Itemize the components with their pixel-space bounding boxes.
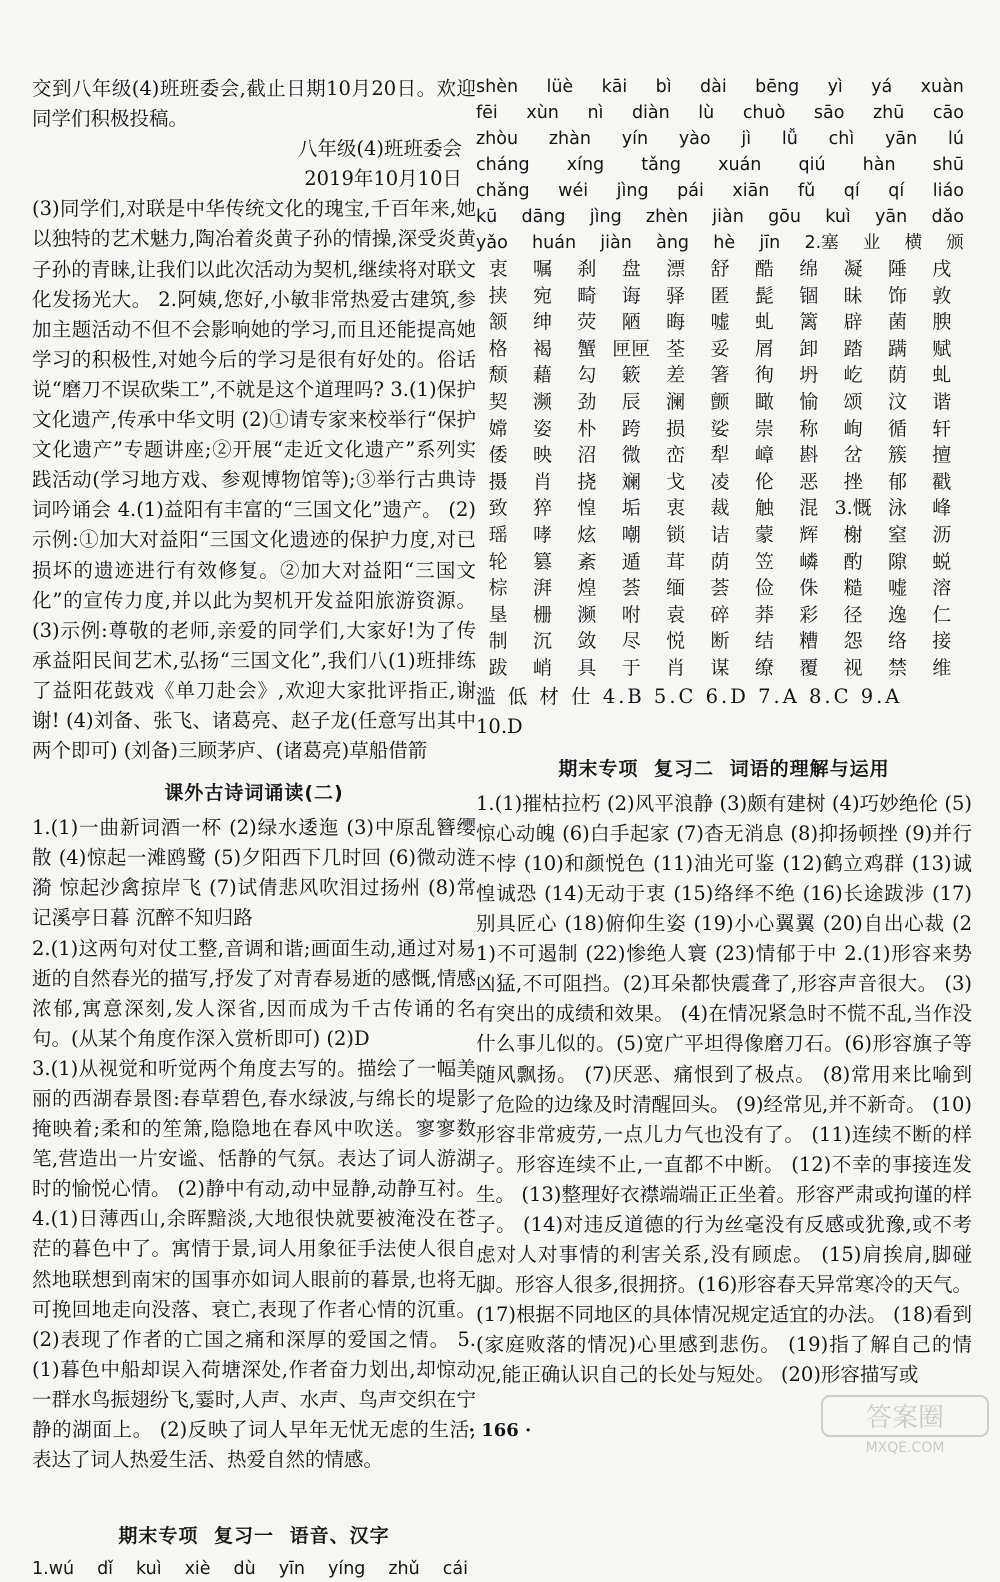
answer-character: 裁 <box>710 497 730 520</box>
answer-character: 映 <box>533 444 553 467</box>
pinyin: yān <box>885 129 918 149</box>
pinyin: 1.wú <box>32 1559 75 1580</box>
answer-character: 舒 <box>710 258 730 280</box>
answer-character: 凝 <box>843 258 863 280</box>
answer-character: 虬 <box>932 364 952 387</box>
pinyin: zhū <box>872 103 905 123</box>
answer-character: 锁 <box>666 523 686 546</box>
pinyin: dǎo <box>931 207 964 227</box>
answer-character: 蜕 <box>932 550 952 573</box>
answer-character: 妥 <box>710 337 730 360</box>
answer-character: 荟 <box>710 577 730 600</box>
answer-character: 恶 <box>799 470 819 493</box>
answer-character: 瑶 <box>488 523 508 546</box>
pinyin: jìng <box>589 207 622 227</box>
notice-signature-org: 八年级(4)班班委会 <box>297 137 462 161</box>
pinyin: gōu <box>768 207 801 227</box>
answer-character: 窒 <box>887 523 907 546</box>
answer-character: 摄 <box>488 470 508 493</box>
answer-character: 轩 <box>932 417 952 440</box>
answer-character: 敛 <box>577 630 597 653</box>
answer-character: 蒙 <box>754 523 774 546</box>
answer-character: 接 <box>932 630 952 653</box>
pinyin: àng <box>656 233 690 253</box>
pinyin: chì <box>828 129 855 149</box>
pinyin-line-start <box>32 1556 476 1582</box>
pinyin: wéi <box>558 181 589 201</box>
answer-character: 荟 <box>621 577 641 600</box>
answer-character: 崇 <box>754 417 774 440</box>
answer-character: 卸 <box>799 337 819 360</box>
pinyin: kū <box>476 207 498 227</box>
pinyin: qí <box>843 181 860 201</box>
answer-character: 谐 <box>932 390 952 413</box>
pinyin: xuàn <box>920 77 964 97</box>
answer-character: 跨 <box>621 417 641 440</box>
answer-character: 赋 <box>932 337 952 360</box>
answer-character: 峋 <box>843 417 863 440</box>
pinyin-line <box>476 100 972 126</box>
section-heading-review-one: 期末专项 复习一 语音、汉字 <box>118 1525 390 1548</box>
answer-character: 尽 <box>621 630 641 653</box>
answer-character: 濒 <box>577 603 597 626</box>
answer-character: 姿 <box>533 417 553 440</box>
answer-character: 嘲 <box>621 523 641 546</box>
pinyin-line <box>476 74 972 100</box>
answer-character: 垢 <box>621 497 641 520</box>
answer-character: 挠 <box>577 470 597 493</box>
pinyin: dāng <box>521 207 566 227</box>
answer-character: 茸 <box>666 550 686 573</box>
answer-character: 屑 <box>754 337 774 360</box>
pinyin-line <box>476 126 972 152</box>
pinyin: jìng <box>616 181 649 201</box>
poem-answers-2: 2.(1)这两句对仗工整,音调和谐;画面生动,通过对易逝的自然春光的描写,抒发了对青春易逝的感慨,情感浓郁,寓意深刻,发人深省,因而成为千古传诵的名句。(从某个角度作深入赏析即可) (2)D <box>32 936 476 1050</box>
answer-character: 循 <box>887 417 907 440</box>
answer-character: 辰 <box>621 390 641 413</box>
answer-character: 陲 <box>887 258 907 280</box>
pinyin: kuì <box>136 1559 162 1580</box>
answer-character: 炫 <box>577 523 597 546</box>
answer-character: 畸 <box>577 284 597 307</box>
pinyin-line <box>476 178 972 204</box>
answer-character: 肖 <box>666 656 686 679</box>
pinyin: chǎng <box>476 181 530 201</box>
answer-character: 契 <box>488 390 508 413</box>
answer-character: 诘 <box>710 523 730 546</box>
pinyin: dǐ <box>97 1559 114 1580</box>
answer-character: 褐 <box>533 337 553 360</box>
pinyin: yín <box>621 129 649 149</box>
answer-character: 徇 <box>754 364 774 387</box>
answer-character: 损 <box>666 417 686 440</box>
answer-character: 嘘 <box>887 577 907 600</box>
answer-character: 糟 <box>799 630 819 653</box>
pinyin: 横 <box>904 233 923 253</box>
answer-character: 具 <box>577 656 597 679</box>
pinyin: fǔ <box>797 181 816 201</box>
answer-character: 嘱 <box>533 258 553 280</box>
pinyin: 颁 <box>946 233 964 253</box>
answer-character: 汶 <box>887 390 907 413</box>
pinyin: yì <box>827 77 843 97</box>
answer-character: 荫 <box>710 550 730 573</box>
answer-character: 峰 <box>932 497 952 520</box>
answer-character: 篡 <box>533 550 553 573</box>
pinyin: fēi <box>476 103 498 123</box>
answer-character: 碎 <box>710 603 730 626</box>
answer-character: 漂 <box>666 258 686 280</box>
pinyin: xuán <box>718 155 762 175</box>
answer-character: 栅 <box>533 603 553 626</box>
answer-character: 菌 <box>887 311 907 334</box>
answer-character: 袁 <box>666 603 686 626</box>
answer-character: 戈 <box>666 470 686 493</box>
answer-character: 朴 <box>577 417 597 440</box>
pinyin: qiú <box>798 155 826 175</box>
pinyin-line <box>476 152 972 178</box>
answer-character: 蹒 <box>887 337 907 360</box>
pinyin: zhàn <box>548 129 591 149</box>
answer-character: 致 <box>488 497 508 520</box>
answer-character: 踏 <box>843 337 863 360</box>
answer-character: 荃 <box>666 337 686 360</box>
answer-character: 触 <box>754 497 774 520</box>
answer-character: 侏 <box>799 577 819 600</box>
answer-character: 荧 <box>577 311 597 334</box>
answer-character: 制 <box>488 630 508 653</box>
pinyin: nì <box>587 103 604 123</box>
answer-character: 挟 <box>488 284 508 307</box>
answer-character: 覆 <box>799 656 819 679</box>
pinyin: hàn <box>862 155 896 175</box>
answer-character: 混 <box>799 497 819 520</box>
answer-character: 盘 <box>621 258 641 280</box>
answer-character: 糙 <box>843 577 863 600</box>
answer-character: 径 <box>843 603 863 626</box>
pinyin: cāo <box>932 103 964 123</box>
left-column <box>32 74 476 1582</box>
answer-character: 谋 <box>710 656 730 679</box>
answer-character: 斓 <box>621 470 641 493</box>
answer-character: 惶 <box>577 497 597 520</box>
answer-character: 缭 <box>754 656 774 679</box>
answer-character: 郁 <box>887 470 907 493</box>
answer-character: 蟹 <box>577 337 597 360</box>
answer-character: 嫦 <box>488 417 508 440</box>
answer-character: 衷 <box>666 497 686 520</box>
pinyin: tǎng <box>641 155 682 175</box>
pinyin: yào <box>678 129 711 149</box>
pinyin: jīn <box>759 233 781 253</box>
answer-character: 莽 <box>754 603 774 626</box>
section-heading-review-two: 期末专项 复习二 词语的理解与运用 <box>558 757 890 780</box>
answer-character: 饰 <box>887 284 907 307</box>
answer-character: 匿 <box>710 284 730 307</box>
answer-character: 刹 <box>577 258 597 280</box>
notice-end-text: 交到八年级(4)班班委会,截止日期10月20日。欢迎同学们积极投稿。 <box>32 77 476 131</box>
answer-character: 屹 <box>843 364 863 387</box>
pinyin: liáo <box>932 181 964 201</box>
answer-character: 匣匣 <box>612 337 651 360</box>
pinyin: cháng <box>476 155 530 175</box>
answer-character: 酌 <box>843 550 863 573</box>
answer-character: 伦 <box>754 470 774 493</box>
choice-answer-last: 10.D <box>476 714 523 738</box>
answer-character: 俭 <box>754 577 774 600</box>
pinyin: jiàn <box>712 207 744 227</box>
word-meaning-answers: 1.(1)摧枯拉朽 (2)风平浪静 (3)颇有建树 (4)巧妙绝伦 (5)惊心动魄 (6)白手起家 (7)杳无消息 (8)抑扬顿挫 (9)并行不悖 (10)和颜悦色 (11)油光可鉴 (12)鹤立鸡群 (13)诚惶诚恐 (14)无动于衷 (15)络绎不绝 (16)长途跋涉 (17)别具匠心 (18)俯仰生姿 (19)小心翼翼 (20)自出心裁 (21)不可遏制 (22)惨绝人寰 (23)情郁于中 2.(1)形容来势凶猛,不可阻挡。(2)耳朵都快震聋了,形容声音很大。 (3)有突出的成绩和效果。 (4)在情况紧急时不慌不乱,当作没什么事儿似的。(5)宽广平坦得像磨刀石。(6)形容旗子等随风飘扬。 (7)厌恶、痛恨到了极点。 (8)常用来比喻到了危险的边缘及时清醒回头。 (9)经常见,并不新奇。 (10)形容非常疲劳,一点儿力气也没有了。 (11)连续不断的样子。形容连续不止,一直都不中断。 (12)不幸的事接连发生。 (13)整理好衣襟端端正正坐着。形容严肃或拘谨的样子。 (14)对违反道德的行为丝毫没有反感或犹豫,或不考虑对人对事情的利害关系,没有顾虑。 (15)肩挨肩,脚碰脚。形容人很多,很拥挤。(16)形容春天异常寒冷的天气。 (17)根据不同地区的具体情况规定适宜的办法。 (18)看到(家庭败落的情况)心里感到悲伤。 (19)指了解自己的情况,能正确认识自己的长处与短处。 (20)形容描写或 <box>476 791 972 1387</box>
answer-character: 虬 <box>754 311 774 334</box>
answer-character: 沉 <box>533 630 553 653</box>
pinyin: bēng <box>755 77 800 97</box>
answer-character: 泳 <box>887 497 907 520</box>
answer-character: 濒 <box>533 390 553 413</box>
pinyin-block <box>476 74 972 256</box>
answer-character: 垦 <box>488 603 508 626</box>
answer-character: 嘘 <box>710 311 730 334</box>
answer-character: 猝 <box>533 497 553 520</box>
answer-character: 绅 <box>533 311 553 334</box>
answer-character: 怨 <box>843 630 863 653</box>
pinyin: huán <box>532 233 577 253</box>
answer-character: 篱 <box>799 311 819 334</box>
pinyin: xiān <box>732 181 770 201</box>
pinyin: cái <box>442 1559 468 1580</box>
answer-character: 辟 <box>843 311 863 334</box>
answer-character: 嶙 <box>799 550 819 573</box>
answer-character: 维 <box>932 656 952 679</box>
answer-character: 戌 <box>932 258 952 280</box>
answer-character: 倭 <box>488 444 508 467</box>
pinyin: xíng <box>566 155 605 175</box>
pinyin: pái <box>677 181 704 201</box>
pinyin: lüè <box>546 77 574 97</box>
answer-character: 驿 <box>666 284 686 307</box>
answer-character: 跋 <box>488 656 508 679</box>
character-answer-grid <box>476 256 972 682</box>
pinyin: yíng <box>327 1559 366 1580</box>
watermark-url: MXQE.COM <box>865 1440 945 1456</box>
pinyin: kāi <box>601 77 628 97</box>
pinyin: xiè <box>184 1559 211 1580</box>
answer-character: 仁 <box>932 603 952 626</box>
answer-character: 斟 <box>799 444 819 467</box>
pinyin: zhòu <box>476 129 519 149</box>
pinyin: sāo <box>813 103 845 123</box>
answer-character: 于 <box>621 656 641 679</box>
pinyin: jì <box>741 129 752 149</box>
answer-character: 挫 <box>843 470 863 493</box>
answer-character: 晦 <box>666 311 686 334</box>
answer-character: 哮 <box>533 523 553 546</box>
answer-character: 劲 <box>577 390 597 413</box>
pinyin: lù <box>698 103 715 123</box>
pinyin: chuò <box>742 103 786 123</box>
watermark-logo <box>820 1392 990 1456</box>
answer-character: 凌 <box>710 470 730 493</box>
answer-character: 彩 <box>799 603 819 626</box>
answer-character: 箸 <box>710 364 730 387</box>
pinyin: yá <box>871 77 893 97</box>
answer-character: 溶 <box>932 577 952 600</box>
poem-answers-1: 1.(1)一曲新词酒一杯 (2)绿水逶迤 (3)中原乱簪缨散 (4)惊起一滩鸥鹭 (5)夕阳西下几时回 (6)微动涟漪 惊起沙禽掠岸飞 (7)试倩悲风吹泪过扬州 (8)常记溪亭日暮 沉醉不知归路 <box>32 816 476 930</box>
answer-character: 差 <box>666 364 686 387</box>
page-number: · 166 · <box>468 1420 532 1441</box>
pinyin-line <box>476 204 972 230</box>
answer-character: 颤 <box>710 390 730 413</box>
answer-character: 簇 <box>887 444 907 467</box>
answer-character: 断 <box>710 630 730 653</box>
answer-character: 荫 <box>887 364 907 387</box>
pinyin: 业 <box>862 233 881 253</box>
answer-character: 轮 <box>488 550 508 573</box>
answer-character: 颂 <box>843 390 863 413</box>
poem-answers-3: 3.(1)从视觉和听觉两个角度去写的。描绘了一幅美丽的西湖春景图:春草碧色,春水绿波,与绵长的堤影掩映着;柔和的笙箫,隐隐地在春风中吹送。寥寥数笔,营造出一片安谧、恬静的气氛。表达了词人游湖时的愉悦心情。 (2)静中有动,动中显静,动静互衬。 4.(1)日薄西山,余晖黯淡,大地很快就要被淹没在苍茫的暮色中了。寓情于景,词人用象征手法使人很自然地联想到南宋的国事亦如词人眼前的暮景,也将无可挽回地走向没落、衰亡,表现了作者心情的沉重。 (2)表现了作者的亡国之痛和深厚的爱国之情。 5.(1)暮色中船却误入荷塘深处,作者奋力划出,却惊动一群水鸟振翅纷飞,霎时,人声、水声、鸟声交织在宁静的湖面上。 (2)反映了词人早年无忧无虑的生活,表达了词人热爱生活、热爱自然的情感。 <box>32 1056 476 1472</box>
pinyin: dài <box>700 77 727 97</box>
answer-character: 禁 <box>887 656 907 679</box>
answer-character: 锢 <box>799 284 819 307</box>
answer-character: 悦 <box>666 630 686 653</box>
answer-character: 犁 <box>710 444 730 467</box>
notice-signature-date: 2019年10月10日 <box>304 167 462 191</box>
answer-character: 陋 <box>621 311 641 334</box>
answer-character: 酷 <box>754 258 774 280</box>
answer-character: 榭 <box>843 523 863 546</box>
pinyin: jiàn <box>600 233 632 253</box>
answer-character: 峭 <box>533 656 553 679</box>
answer-character: 宛 <box>533 284 553 307</box>
answer-character: 隙 <box>887 550 907 573</box>
answer-character: 藉 <box>533 364 553 387</box>
answer-character: 视 <box>843 656 863 679</box>
answer-character: 愉 <box>799 390 819 413</box>
answer-character: 缅 <box>666 577 686 600</box>
answer-character: 戳 <box>932 470 952 493</box>
pinyin: yīn <box>278 1559 306 1580</box>
pinyin: zhèn <box>645 207 689 227</box>
answer-character: 笠 <box>754 550 774 573</box>
watermark-title: 答案圈 <box>865 1403 945 1433</box>
answer-character: 颔 <box>488 311 508 334</box>
answer-character: 结 <box>754 630 774 653</box>
answer-character: 澜 <box>666 390 686 413</box>
answer-character: 煌 <box>577 577 597 600</box>
answer-character: 络 <box>887 630 907 653</box>
answer-character: 勾 <box>577 364 597 387</box>
pinyin: kuì <box>825 207 851 227</box>
answer-character: 坍 <box>799 364 819 387</box>
answer-character: 髭 <box>754 284 774 307</box>
answer-character: 绵 <box>799 258 819 280</box>
answer-character: 擅 <box>932 444 952 467</box>
answer-character: 诲 <box>621 284 641 307</box>
answer-character: 颓 <box>488 364 508 387</box>
answer-character: 岔 <box>843 444 863 467</box>
answer-character: 腴 <box>932 311 952 334</box>
pinyin: lú <box>947 129 964 149</box>
answer-character: 沼 <box>577 444 597 467</box>
answer-character: 沥 <box>932 523 952 546</box>
answers-block-1: (3)同学们,对联是中华传统文化的瑰宝,千百年来,她以独特的艺术魅力,陶冶着炎黄子孙的情操,深受炎黄子孙的青睐,让我们以此次活动为契机,继续将对联文化发扬光大。 2.阿姨,您好,小敏非常热爱古建筑,参加主题活动不但不会影响她的学习,而且还能提高她学习的积极性,对她今后的学习是很有好处的。俗话说“磨刀不误砍柴工”,不就是这个道理吗? 3.(1)保护文化遗产,传承中华文明 (2)①请专家来校举行“保护文化遗产”专题讲座;②开展“走近文化遗产”系列实践活动(学习地方戏、参观博物馆等);③举行古典诗词吟诵会 4.(1)益阳有丰富的“三国文化”遗产。 (2)示例:①加大对益阳“三国文化遗迹的保护力度,对已损坏的遗迹进行有效修复。②加大对益阳“三国文化”的宣传力度,并以此为契机开发益阳旅游资源。 (3)示例:尊敬的老师,亲爱的同学们,大家好!为了传承益阳民间艺术,弘扬“三国文化”,我们八(1)班排练了益阳花鼓戏《单刀赴会》,欢迎大家批评指正,谢谢! (4)刘备、张飞、诸葛亮、赵子龙(任意写出其中两个即可) (刘备)三顾茅庐、(诸葛亮)草船借箭 <box>32 197 476 763</box>
pinyin-line <box>476 230 972 256</box>
answer-character: 微 <box>621 444 641 467</box>
answer-character: 簌 <box>621 364 641 387</box>
answer-character: 衷 <box>488 258 508 280</box>
answer-character: 咐 <box>621 603 641 626</box>
choice-answers-row: 滥 低 材 仕 4.B 5.C 6.D 7.A 8.C 9.A <box>476 684 903 708</box>
pinyin: lǚ <box>781 129 798 149</box>
answer-character: 3.慨 <box>834 497 872 520</box>
answer-character: 湃 <box>533 577 553 600</box>
pinyin: shū <box>932 155 964 175</box>
pinyin: bì <box>655 77 672 97</box>
answer-character: 紊 <box>577 550 597 573</box>
pinyin: zhǔ <box>388 1559 420 1580</box>
pinyin: yān <box>875 207 908 227</box>
pinyin: dù <box>233 1559 256 1580</box>
pinyin: diàn <box>631 103 670 123</box>
right-column <box>476 74 972 1391</box>
pinyin: xùn <box>526 103 559 123</box>
answer-character: 遁 <box>621 550 641 573</box>
answer-character: 敦 <box>932 284 952 307</box>
answer-character: 娑 <box>710 417 730 440</box>
section-heading-ancient-poems: 课外古诗词诵读(二) <box>164 782 344 805</box>
answer-character: 昧 <box>843 284 863 307</box>
answer-character: 辉 <box>799 523 819 546</box>
answer-character: 棕 <box>488 577 508 600</box>
answer-character: 肖 <box>533 470 553 493</box>
answer-character: 逸 <box>887 603 907 626</box>
pinyin: hè <box>713 233 736 253</box>
answer-character: 峦 <box>666 444 686 467</box>
pinyin: shèn <box>476 77 519 97</box>
answer-character: 格 <box>488 337 508 360</box>
answer-character: 称 <box>799 417 819 440</box>
pinyin: yǎo <box>476 233 508 253</box>
answer-character: 嶂 <box>754 444 774 467</box>
pinyin: 2.塞 <box>804 233 839 253</box>
pinyin: qí <box>888 181 905 201</box>
answer-character: 瞰 <box>754 390 774 413</box>
